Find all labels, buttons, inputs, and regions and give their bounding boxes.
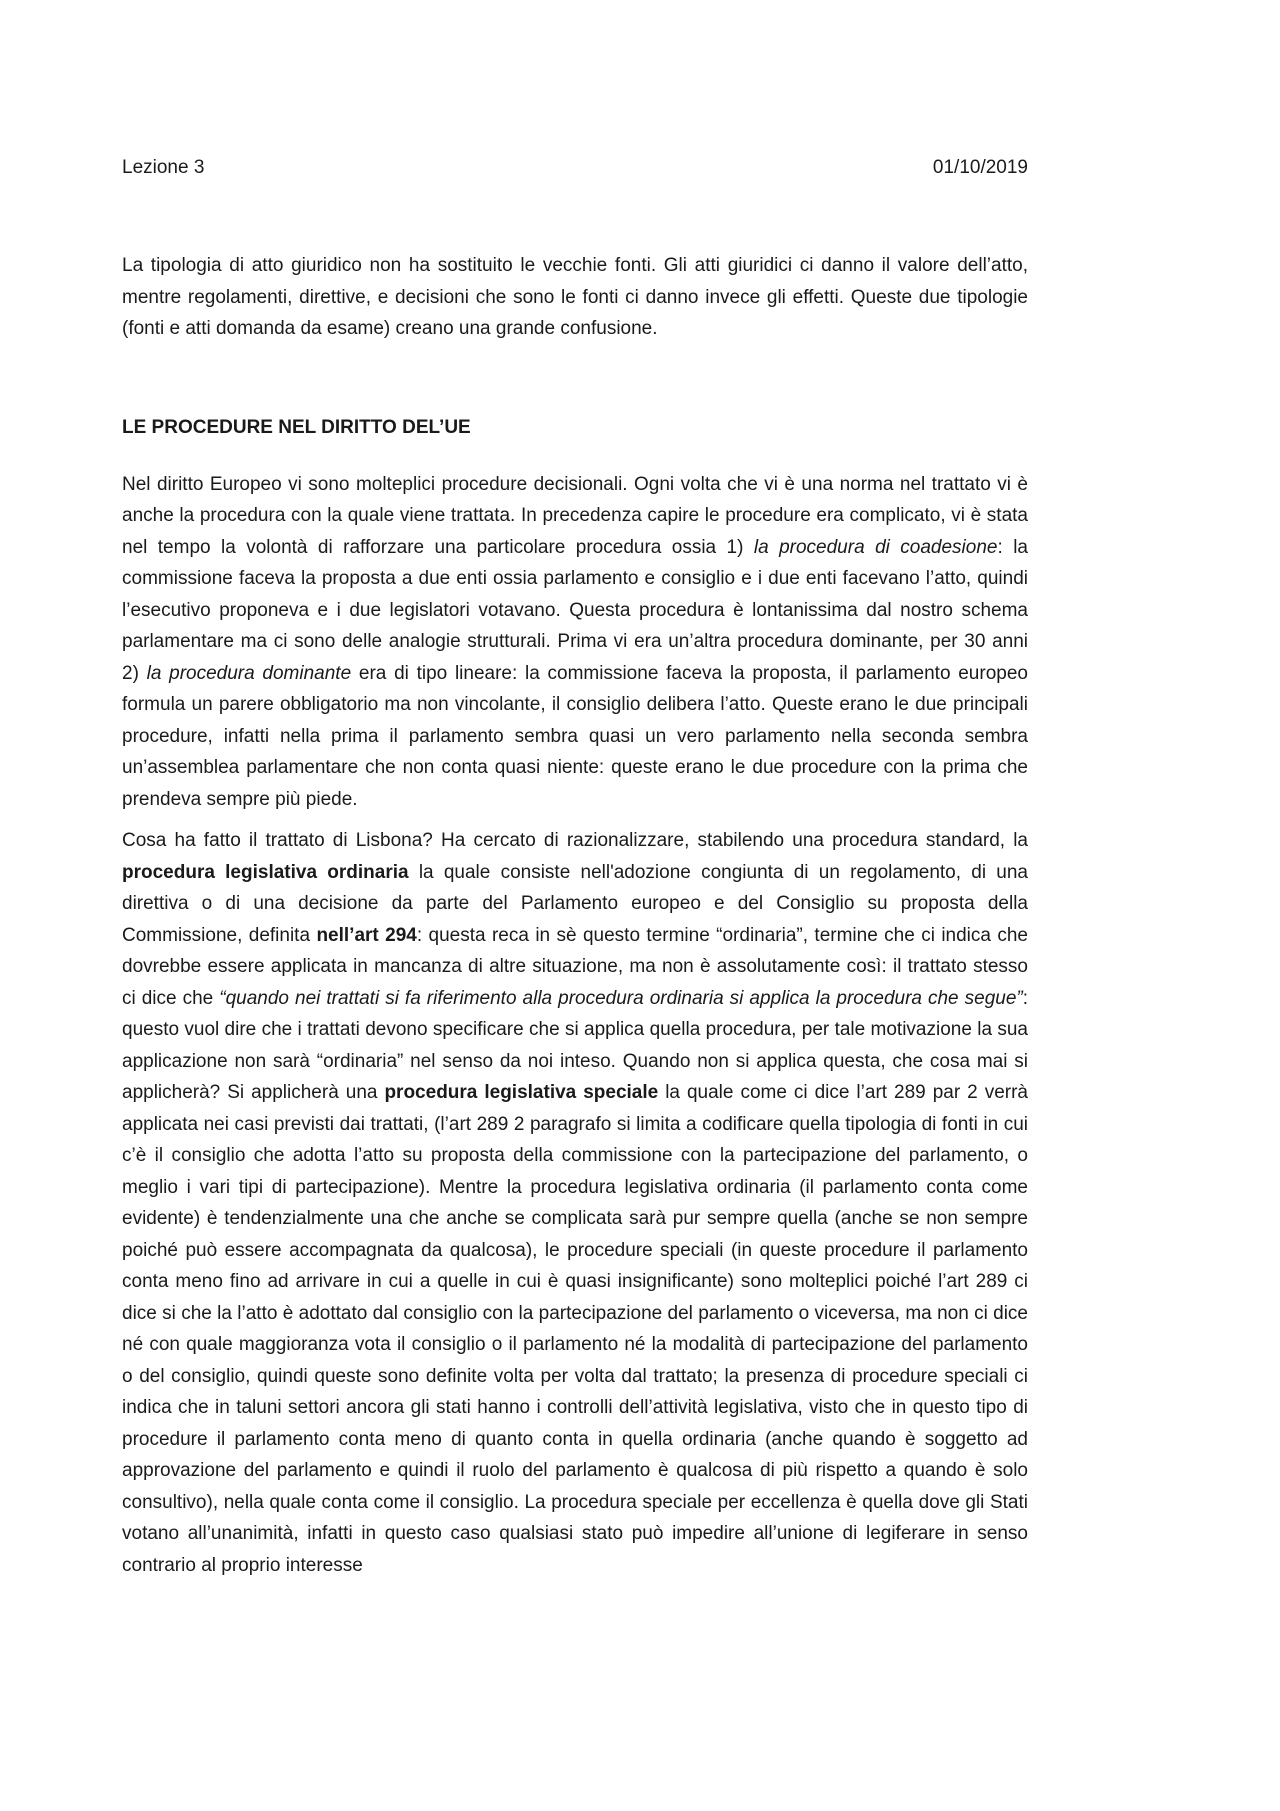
text-run: : la commissione faceva la proposta a due enti ossia parlamento e consiglio e i due enti facevano l’atto, quindi l’esecutivo proponeva e i due legislatori votavano. Questa procedura è lontanissima dal nostro schema parlamentare ma ci sono delle analogie strutturali. Prima vi era un’altra procedura dominante, per 30 anni 2) [122,536,1028,684]
page-header [122,155,1028,181]
bold-run: procedura legislativa speciale [384,1082,659,1103]
intro-paragraph: La tipologia di atto giuridico non ha sostituito le vecchie fonti. Gli atti giuridici ci danno il valore dell’atto, mentre regolamenti, direttive, e decisioni che sono le fonti ci danno invece gli effetti. Queste due tipologie (fonti e atti domanda da esame) creano una grande confusione. [122,255,1028,339]
italic-run: la procedura dominante [146,662,352,684]
lesson-date: 01/10/2019 [932,157,1028,178]
text-run: Nel diritto Europeo vi sono molteplici procedure decisionali. Ogni volta che vi è una norma nel trattato vi è anche la procedura con la quale viene trattata. In precedenza capire le procedure era complicato, vi è stata nel tempo la volontà di rafforzare una particolare procedura ossia 1) [122,473,1028,558]
procedures-paragraph [122,469,1028,816]
text-run: : questa reca in sè questo termine “ordinaria”, termine che ci indica che dovrebbe essere applicata in mancanza di altre situazione, ma non è assolutamente così: il trattato stesso ci dice che [122,924,1028,1009]
text-run: era di tipo lineare: la commissione faceva la proposta, il parlamento europeo formula un parere obbligatorio ma non vincolante, il consiglio delibera l’atto. Queste erano le due principali procedure, infatti nella prima il parlamento sembra quasi un vero parlamento nella seconda sembra un’assemblea parlamentare che non conta quasi niente: queste erano le due procedure con la prima che prendeva sempre più piede. [122,662,1028,810]
lesson-title: Lezione 3 [122,157,205,178]
text-run: Cosa ha fatto il trattato di Lisbona? Ha cercato di razionalizzare, stabilendo una procedura standard, la [122,830,1028,851]
text-run: : questo vuol dire che i trattati devono specificare che si applica quella procedura, per tale motivazione la sua applicazione non sarà “ordinaria” nel senso da noi inteso. Quando non si applica questa, che cosa mai si applicherà? Si applicherà una [122,987,1029,1103]
section-heading: LE PROCEDURE NEL DIRITTO DEL’UE [122,416,471,438]
italic-run: la procedura di coadesione [753,536,998,558]
italic-run: “quando nei trattati si fa riferimento alla procedura ordinaria si applica la procedura che segue” [219,987,1023,1009]
document-body [122,250,1028,1581]
lisbon-treaty-paragraph [122,825,1028,1581]
text-run: la quale consiste nell'adozione congiunta di un regolamento, di una direttiva o di una decisione da parte del Parlamento europeo e del Consiglio su proposta della Commissione, definita [122,861,1028,946]
text-run: la quale come ci dice l’art 289 par 2 verrà applicata nei casi previsti dai trattati, (l’art 289 2 paragrafo si limita a codificare quella tipologia di fonti in cui c’è il consiglio che adotta l’atto su proposta della commissione con la partecipazione del parlamento, o meglio i vari tipi di partecipazione). Mentre la procedura legislativa ordinaria (il parlamento conta come evidente) è tendenzialmente una che anche se complicata sarà pur sempre quella (anche se non sempre poiché può essere accompagnata da qualcosa), le procedure speciali (in queste procedure il parlamento conta meno fino ad arrivare in cui a quelle in cui è quasi insignificante) sono molteplici poiché l’art 289 ci dice si che la l’atto è adottato dal consiglio con la partecipazione del parlamento o viceversa, ma non ci dice né con quale maggioranza vota il consiglio o il parlamento né la modalità di partecipazione del parlamento o del consiglio, quindi queste sono definite volta per volta dal trattato; la presenza di procedure speciali ci indica che in taluni settori ancora gli stati hanno i controlli dell’attività legislativa, visto che in questo tipo di procedure il parlamento conta meno di quanto conta in quella ordinaria (anche quando è soggetto ad approvazione del parlamento e quindi il ruolo del parlamento è qualcosa di più rispetto a quando è solo consultivo), nella quale conta come il consiglio. La procedura speciale per eccellenza è quella dove gli Stati votano all’unanimità, infatti in questo caso qualsiasi stato può impedire all’unione di legiferare in senso contrario al proprio interesse [122,1082,1029,1576]
bold-run: nell’art 294 [316,924,417,946]
bold-run: procedura legislativa ordinaria [122,861,409,883]
